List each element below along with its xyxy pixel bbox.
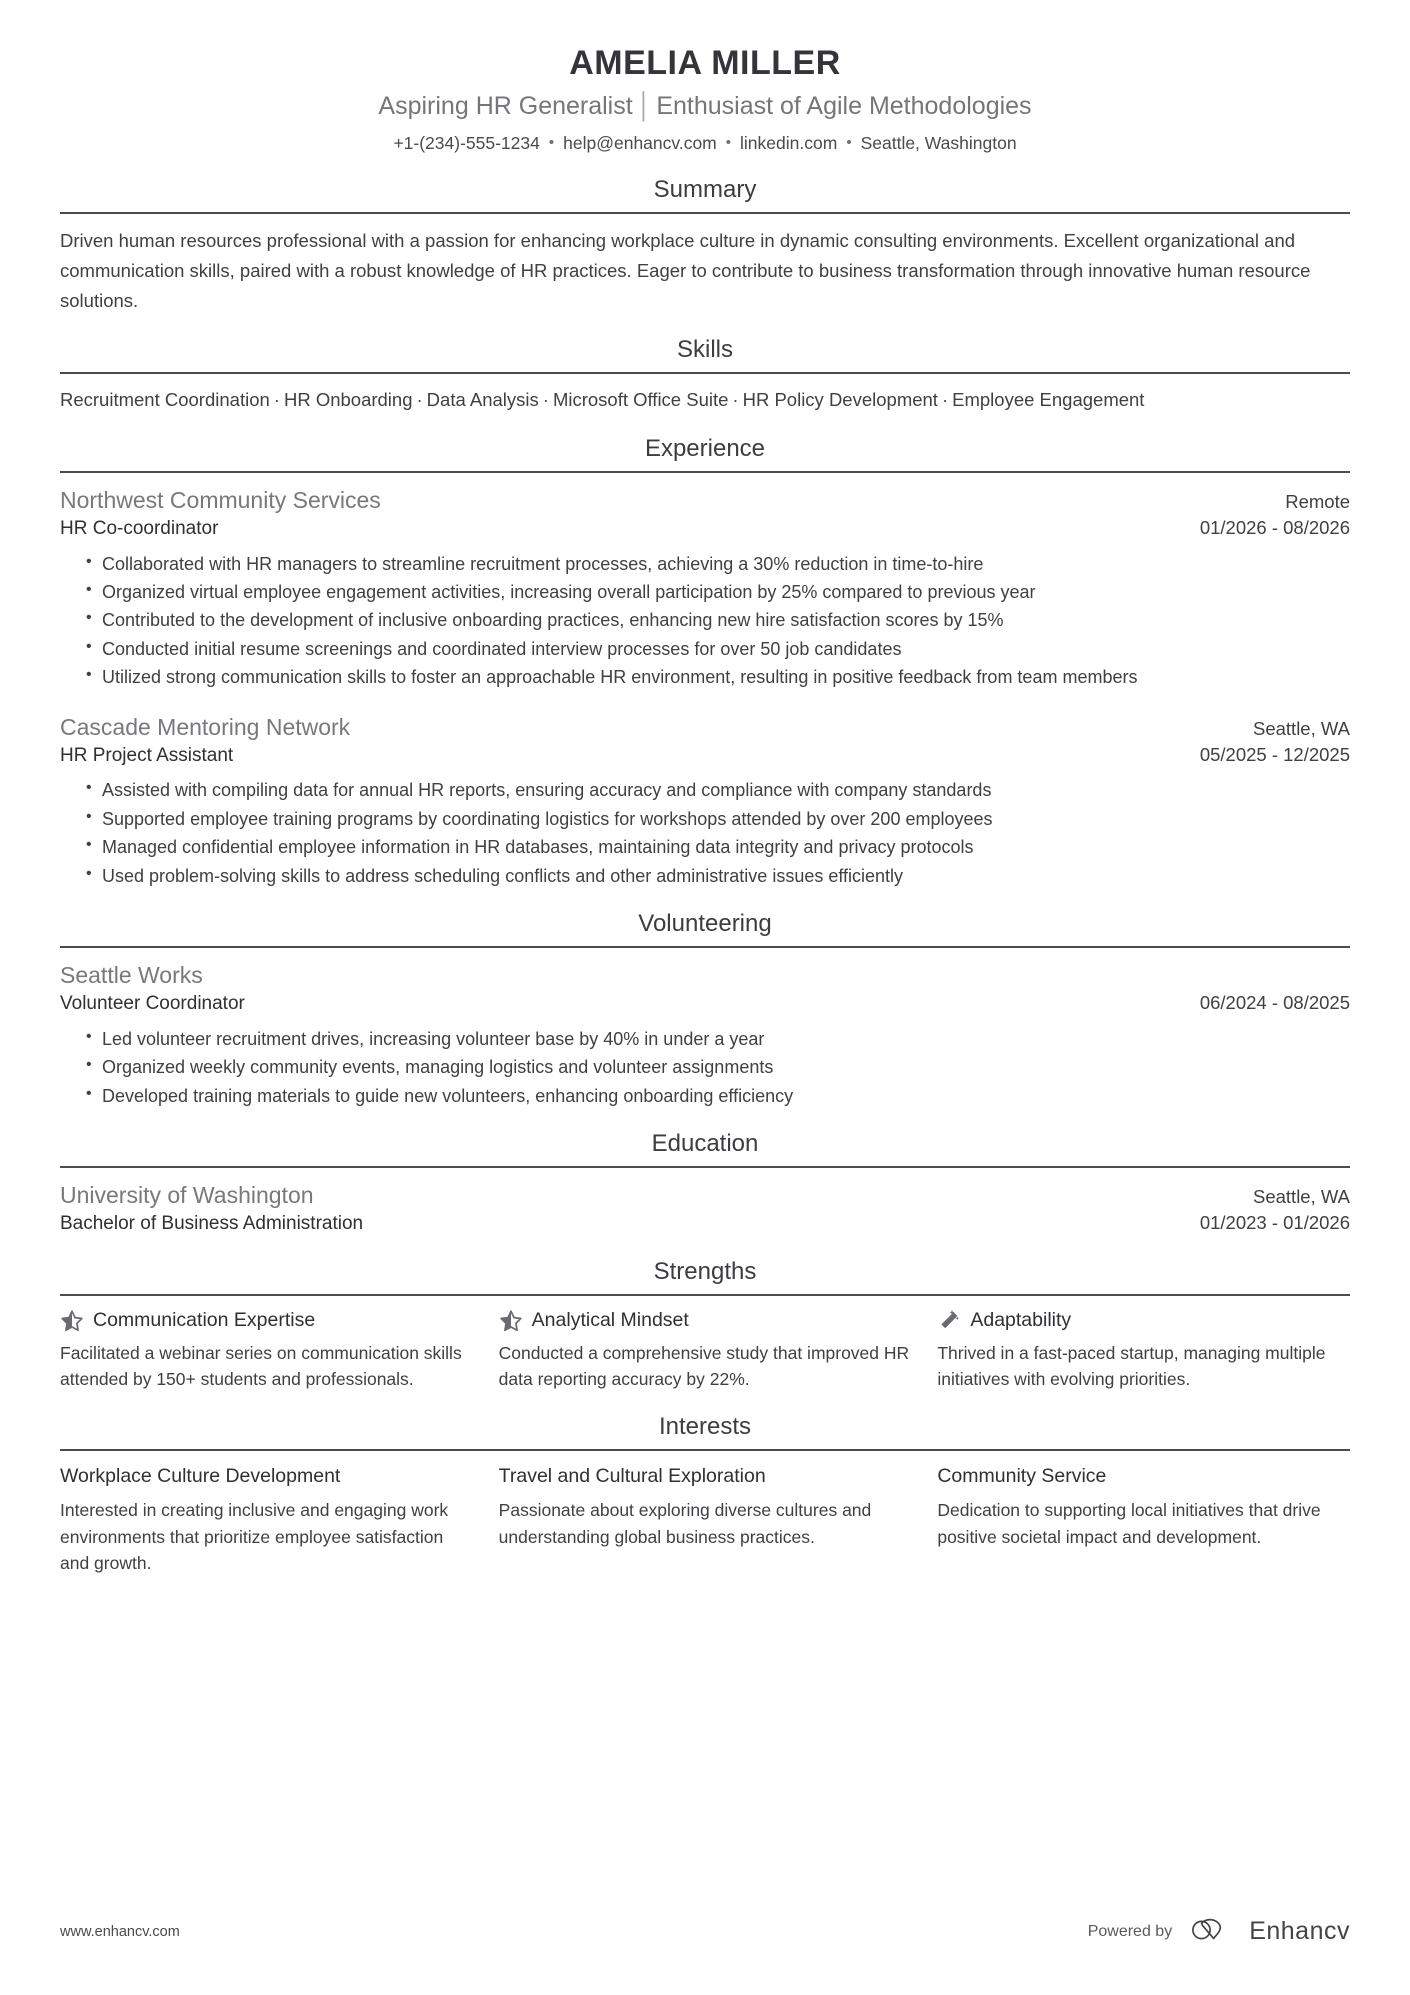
interest-description: Passionate about exploring diverse cultures and understanding global business practices. xyxy=(498,1500,872,1547)
interest-title: Workplace Culture Development xyxy=(60,1464,341,1487)
entry-bullet: • Utilized strong communication skills to foster an approachable HR environment, resulting in positive feedback from team members xyxy=(86,663,1350,691)
entry-header-row xyxy=(60,960,1350,991)
section-volunteering xyxy=(60,908,1350,1110)
strength-title: Adaptability xyxy=(970,1309,1072,1332)
education-entries xyxy=(60,1168,1350,1238)
interest-title: Community Service xyxy=(937,1464,1107,1487)
entry-date-range: 06/2024 - 08/2025 xyxy=(1199,992,1350,1014)
summary-text: Driven human resources professional with a passion for enhancing workplace culture in dynamic consulting environments. Excellent organizational and communication skills, paired with a robust knowledge of HR practices. Eager to contribute to business transformation through innovative human resource solutions. xyxy=(60,229,1311,311)
entry-location: Remote xyxy=(1285,490,1350,512)
entry-header-row xyxy=(60,485,1350,516)
entry-organization: University of Washington xyxy=(60,1182,314,1209)
skill-item: HR Onboarding xyxy=(283,389,413,411)
section-strengths xyxy=(60,1256,1350,1393)
resume-entry xyxy=(60,712,1350,890)
resume-header xyxy=(60,42,1350,156)
entry-subheader-row xyxy=(60,1211,1350,1238)
interest-description: Dedication to supporting local initiatives that drive positive societal impact and development. xyxy=(937,1500,1321,1547)
section-summary xyxy=(60,174,1350,316)
skill-separator: · xyxy=(273,389,280,411)
contact-line xyxy=(60,131,1350,156)
contact-phone: +1-(234)-555-1234 xyxy=(393,133,540,154)
interest-description: Interested in creating inclusive and engaging work environments that prioritize employee satisfaction and growth. xyxy=(60,1500,449,1574)
entry-subheader-row xyxy=(60,743,1350,770)
contact-email[interactable]: help@enhancv.com xyxy=(563,133,717,154)
star-half-icon xyxy=(499,1309,523,1333)
strength-item xyxy=(60,1308,473,1393)
contact-linkedin[interactable]: linkedin.com xyxy=(740,133,838,154)
contact-location: Seattle, Washington xyxy=(860,133,1017,154)
strength-title: Analytical Mindset xyxy=(531,1309,689,1332)
contact-separator: • xyxy=(725,134,732,152)
section-title-skills: Skills xyxy=(676,335,733,363)
headline-divider: │ xyxy=(636,91,653,120)
strength-header xyxy=(937,1308,1350,1333)
section-skills xyxy=(60,334,1350,415)
interest-title: Travel and Cultural Exploration xyxy=(498,1464,766,1487)
entry-bullet: • Contributed to the development of inclusive onboarding practices, enhancing new hire satisfaction scores by 15% xyxy=(86,606,1350,634)
entry-organization: Northwest Community Services xyxy=(60,486,381,513)
interest-item xyxy=(60,1463,473,1577)
entry-bullet-list xyxy=(60,1025,1350,1110)
strength-item xyxy=(937,1308,1350,1393)
entry-role: HR Co-coordinator xyxy=(60,517,219,539)
strength-description: Facilitated a webinar series on communication skills attended by 150+ students and professionals. xyxy=(60,1342,462,1390)
entry-bullet: • Supported employee training programs by coordinating logistics for workshops attended by over 200 employees xyxy=(86,805,1350,833)
enhancv-logo-icon xyxy=(1190,1916,1236,1947)
headline-right: Enthusiast of Agile Methodologies xyxy=(656,91,1032,120)
entry-bullet-list xyxy=(60,550,1350,692)
entry-bullet: • Organized virtual employee engagement activities, increasing overall participation by 25% compared to previous year xyxy=(86,578,1350,606)
entry-bullet: • Organized weekly community events, managing logistics and volunteer assignments xyxy=(86,1053,1350,1081)
section-title-volunteering: Volunteering xyxy=(638,910,772,938)
section-title-summary: Summary xyxy=(653,175,757,203)
star-half-icon xyxy=(60,1309,84,1333)
entry-organization: Cascade Mentoring Network xyxy=(60,713,351,740)
interest-item xyxy=(937,1463,1350,1577)
strength-title: Communication Expertise xyxy=(93,1309,316,1332)
footer-website-url[interactable]: www.enhancv.com xyxy=(60,1923,180,1940)
entry-location: Seattle, WA xyxy=(1253,717,1350,739)
strength-header xyxy=(60,1308,473,1333)
entry-date-range: 05/2025 - 12/2025 xyxy=(1199,743,1350,765)
skill-item: Microsoft Office Suite xyxy=(552,389,729,411)
skill-item: HR Policy Development xyxy=(742,389,938,411)
entry-location: Seattle, WA xyxy=(1253,1186,1350,1208)
skill-separator: · xyxy=(542,389,549,411)
entry-bullet: • Managed confidential employee information in HR databases, maintaining data integrity and privacy protocols xyxy=(86,833,1350,861)
powered-by-label: Powered by xyxy=(1087,1922,1173,1940)
contact-separator: • xyxy=(548,134,555,152)
entry-role: Bachelor of Business Administration xyxy=(60,1213,364,1235)
strength-description: Thrived in a fast-paced startup, managing multiple initiatives with evolving priorities. xyxy=(937,1342,1326,1390)
section-title-strengths: Strengths xyxy=(653,1258,757,1286)
skills-list xyxy=(60,386,1350,415)
interest-item xyxy=(499,1463,912,1577)
headline-left: Aspiring HR Generalist xyxy=(378,91,633,120)
skill-separator: · xyxy=(732,389,739,411)
entry-date-range: 01/2026 - 08/2026 xyxy=(1199,516,1350,538)
entry-bullet: • Developed training materials to guide new volunteers, enhancing onboarding efficiency xyxy=(86,1082,1350,1110)
entry-subheader-row xyxy=(60,516,1350,543)
resume-entry xyxy=(60,960,1350,1110)
interests-columns xyxy=(60,1463,1350,1577)
section-education xyxy=(60,1128,1350,1238)
volunteering-entries xyxy=(60,948,1350,1110)
section-title-interests: Interests xyxy=(658,1412,752,1440)
section-title-experience: Experience xyxy=(644,434,766,462)
entry-bullet: • Led volunteer recruitment drives, increasing volunteer base by 40% in under a year xyxy=(86,1025,1350,1053)
entry-role: Volunteer Coordinator xyxy=(60,993,245,1015)
entry-role: HR Project Assistant xyxy=(60,744,234,766)
strength-item xyxy=(499,1308,912,1393)
skill-item: Data Analysis xyxy=(426,389,539,411)
resume-entry xyxy=(60,485,1350,692)
entry-bullet-list xyxy=(60,776,1350,890)
enhancv-brand xyxy=(1190,1916,1350,1947)
magic-wand-icon xyxy=(937,1309,961,1333)
section-title-education: Education xyxy=(651,1130,759,1158)
experience-entries xyxy=(60,473,1350,890)
strength-header xyxy=(499,1308,912,1333)
entry-bullet: • Conducted initial resume screenings and coordinated interview processes for over 50 job candidates xyxy=(86,635,1350,663)
entry-date-range: 01/2023 - 01/2026 xyxy=(1199,1212,1350,1234)
section-experience xyxy=(60,433,1350,890)
section-interests xyxy=(60,1411,1350,1577)
entry-bullet: • Assisted with compiling data for annual HR reports, ensuring accuracy and compliance with company standards xyxy=(86,776,1350,804)
resume-entry xyxy=(60,1180,1350,1238)
skill-item: Recruitment Coordination xyxy=(60,389,270,411)
entry-header-row xyxy=(60,1180,1350,1211)
resume-footer xyxy=(60,1916,1350,1947)
skill-separator: · xyxy=(941,389,949,411)
skill-item: Employee Engagement xyxy=(952,389,1145,411)
enhancv-brand-name: Enhancv xyxy=(1249,1917,1350,1945)
skill-separator: · xyxy=(416,389,423,411)
entry-bullet: • Used problem-solving skills to address scheduling conflicts and other administrative issues efficiently xyxy=(86,862,1350,890)
headline xyxy=(60,90,1350,124)
entry-organization: Seattle Works xyxy=(60,962,203,989)
entry-subheader-row xyxy=(60,991,1350,1018)
full-name: AMELIA MILLER xyxy=(569,44,841,82)
contact-separator: • xyxy=(846,134,852,152)
strength-description: Conducted a comprehensive study that improved HR data reporting accuracy by 22%. xyxy=(498,1342,910,1390)
entry-bullet: • Collaborated with HR managers to streamline recruitment processes, achieving a 30% reduction in time-to-hire xyxy=(86,550,1350,578)
entry-header-row xyxy=(60,712,1350,743)
strengths-columns xyxy=(60,1308,1350,1393)
